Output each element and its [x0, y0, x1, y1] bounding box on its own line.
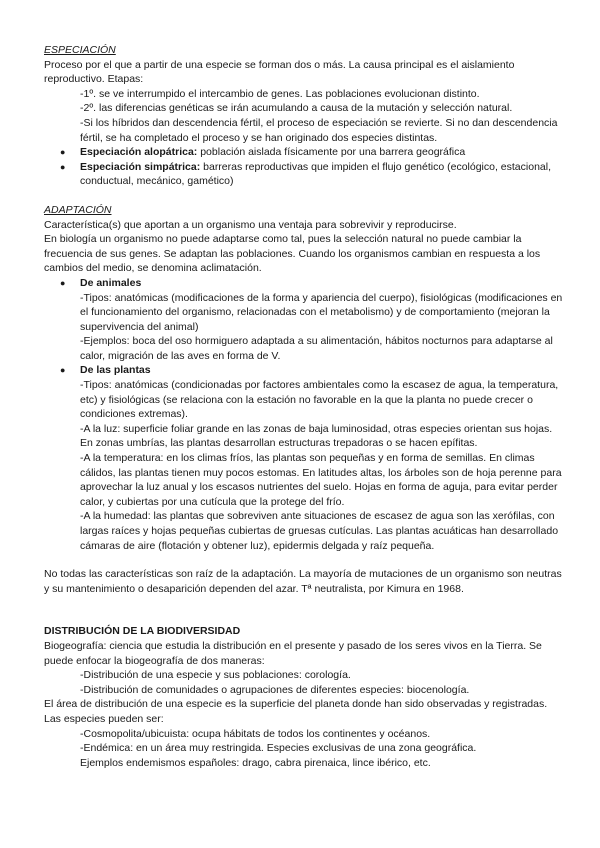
list-item	[44, 160, 566, 189]
distribucion-approach-1: -Distribución de una especie y sus poblaciones: corología.	[80, 669, 351, 682]
bullet-icon: ●	[60, 277, 66, 288]
distribucion-approach-2: -Distribución de comunidades o agrupaciones de diferentes especies: biocenología.	[80, 683, 470, 696]
section-title-adaptacion: ADAPTACIÓN	[44, 203, 112, 216]
document-content	[44, 43, 566, 770]
section-title-distribucion: DISTRIBUCIÓN DE LA BIODIVERSIDAD	[44, 625, 241, 638]
adaptacion-list	[44, 276, 566, 553]
distribucion-intro: Biogeografía: ciencia que estudia la distribución en el presente y pasado de los seres vivos en la Tierra. Se puede enfocar la biogeografía de dos maneras:	[44, 639, 542, 667]
especiacion-intro: Proceso por el que a partir de una especie se forman dos o más. La causa principal es el aislamiento reproductivo. Etapas:	[44, 58, 515, 86]
adaptacion-closing: No todas las características son raíz de la adaptación. La mayoría de mutaciones de un organismo son neutras y su mantenimiento o desaparición dependen del azar. Tª neutralista, por Kimura en 1968.	[44, 568, 562, 595]
adaptacion-biology: En biología un organismo no puede adaptarse como tal, pues la selección natural no puede cambiar la frecuencia de sus genes. Se adaptan las poblaciones. Cuando los organismos cambian en respuesta a los cambios del medio, se denomina aclimatación.	[44, 233, 541, 275]
distribucion-area: El área de distribución de una especie es la superficie del planeta donde han sido observadas y registradas. Las especies pueden ser:	[44, 698, 548, 725]
bullet-icon: ●	[60, 147, 66, 158]
especiacion-stage-1: -1º. se ve interrumpido el intercambio de genes. Las poblaciones evolucionan distinto.	[80, 87, 480, 100]
plants-light: -A la luz: superficie foliar grande en las zonas de baja luminosidad, otras especies orientan sus hojas. En zonas umbrías, las plantas desarrollan estructuras trepadoras o se hacen epífitas.	[80, 422, 553, 450]
subsection-title-plantas: De las plantas	[80, 364, 151, 377]
list-item	[44, 276, 566, 364]
species-type-cosmopolita: -Cosmopolita/ubicuista: ocupa hábitats de todos los continentes y océanos.	[80, 727, 431, 740]
list-item	[44, 145, 566, 160]
plants-types: -Tipos: anatómicas (condicionadas por factores ambientales como la escasez de agua, la temperatura, etc) y fisiológicas (se relaciona con la estación no favorable en la que la planta no puede crecer o condiciones extremas).	[80, 379, 559, 421]
bullet-icon: ●	[60, 365, 66, 376]
plants-temperature: -A la temperatura: en los climas fríos, las plantas son pequeñas y en forma de semillas. En climas cálidos, las plantas tienen muy pocos estomas. En latitudes altas, los árboles son de hoja perenne para aprovechar la luz anual y los escasos nutrientes del suelo. Hojas en forma de aguja, para evitar perder calor, y cubiertas por una cutícula que la protege del frío.	[80, 452, 562, 508]
especiacion-types-list	[44, 145, 566, 189]
subsection-title-animales: De animales	[80, 276, 142, 289]
animals-types: -Tipos: anatómicas (modificaciones de la forma y apariencia del cuerpo), fisiológicas (modificaciones en el funcionamiento del organismo, relacionadas con el metabolismo) y de comportamiento (mejoran la supervivencia del animal)	[80, 291, 563, 333]
bullet-icon: ●	[60, 161, 66, 172]
especiacion-stage-2: -2º. las diferencias genéticas se irán acumulando a causa de la mutación y selección natural.	[80, 102, 513, 115]
definition-simpatrica: barreras reproductivas que impiden el flujo genético (ecológico, estacional, conductual, mecánico, gamético)	[80, 160, 551, 188]
term-simpatrica: Especiación simpátrica:	[80, 160, 201, 173]
especiacion-stage-3: -Si los híbridos dan descendencia fértil, el proceso de especiación se revierte. Si no dan descendencia fértil, se ha completado el proceso y se han originado dos especies distintas.	[80, 116, 558, 144]
animals-examples: -Ejemplos: boca del oso hormiguero adaptada a su alimentación, hábitos nocturnos para adaptarse al calor, migración de las aves en forma de V.	[80, 335, 553, 362]
species-type-endemica: -Endémica: en un área muy restringida. Especies exclusivas de una zona geográfica.	[80, 742, 477, 755]
term-alopatrica: Especiación alopátrica:	[80, 146, 198, 159]
list-item	[44, 363, 566, 553]
adaptacion-intro: Característica(s) que aportan a un organismo una ventaja para sobrevivir y reproducirse.	[44, 218, 457, 231]
section-title-especiacion: ESPECIACIÓN	[44, 44, 116, 56]
definition-alopatrica: población aislada físicamente por una barrera geográfica	[197, 146, 466, 159]
endemism-examples: Ejemplos endemismos españoles: drago, cabra pirenaica, lince ibérico, etc.	[80, 756, 431, 769]
plants-humidity: -A la humedad: las plantas que sobreviven ante situaciones de escasez de agua son las xerófilas, con largas raíces y hojas pequeñas cubiertas de gruesas cutículas. Las plantas acuáticas han desarrollado cámaras de aire (flotación y obtener luz), epidermis delgada y raíz pequeña.	[80, 510, 559, 552]
